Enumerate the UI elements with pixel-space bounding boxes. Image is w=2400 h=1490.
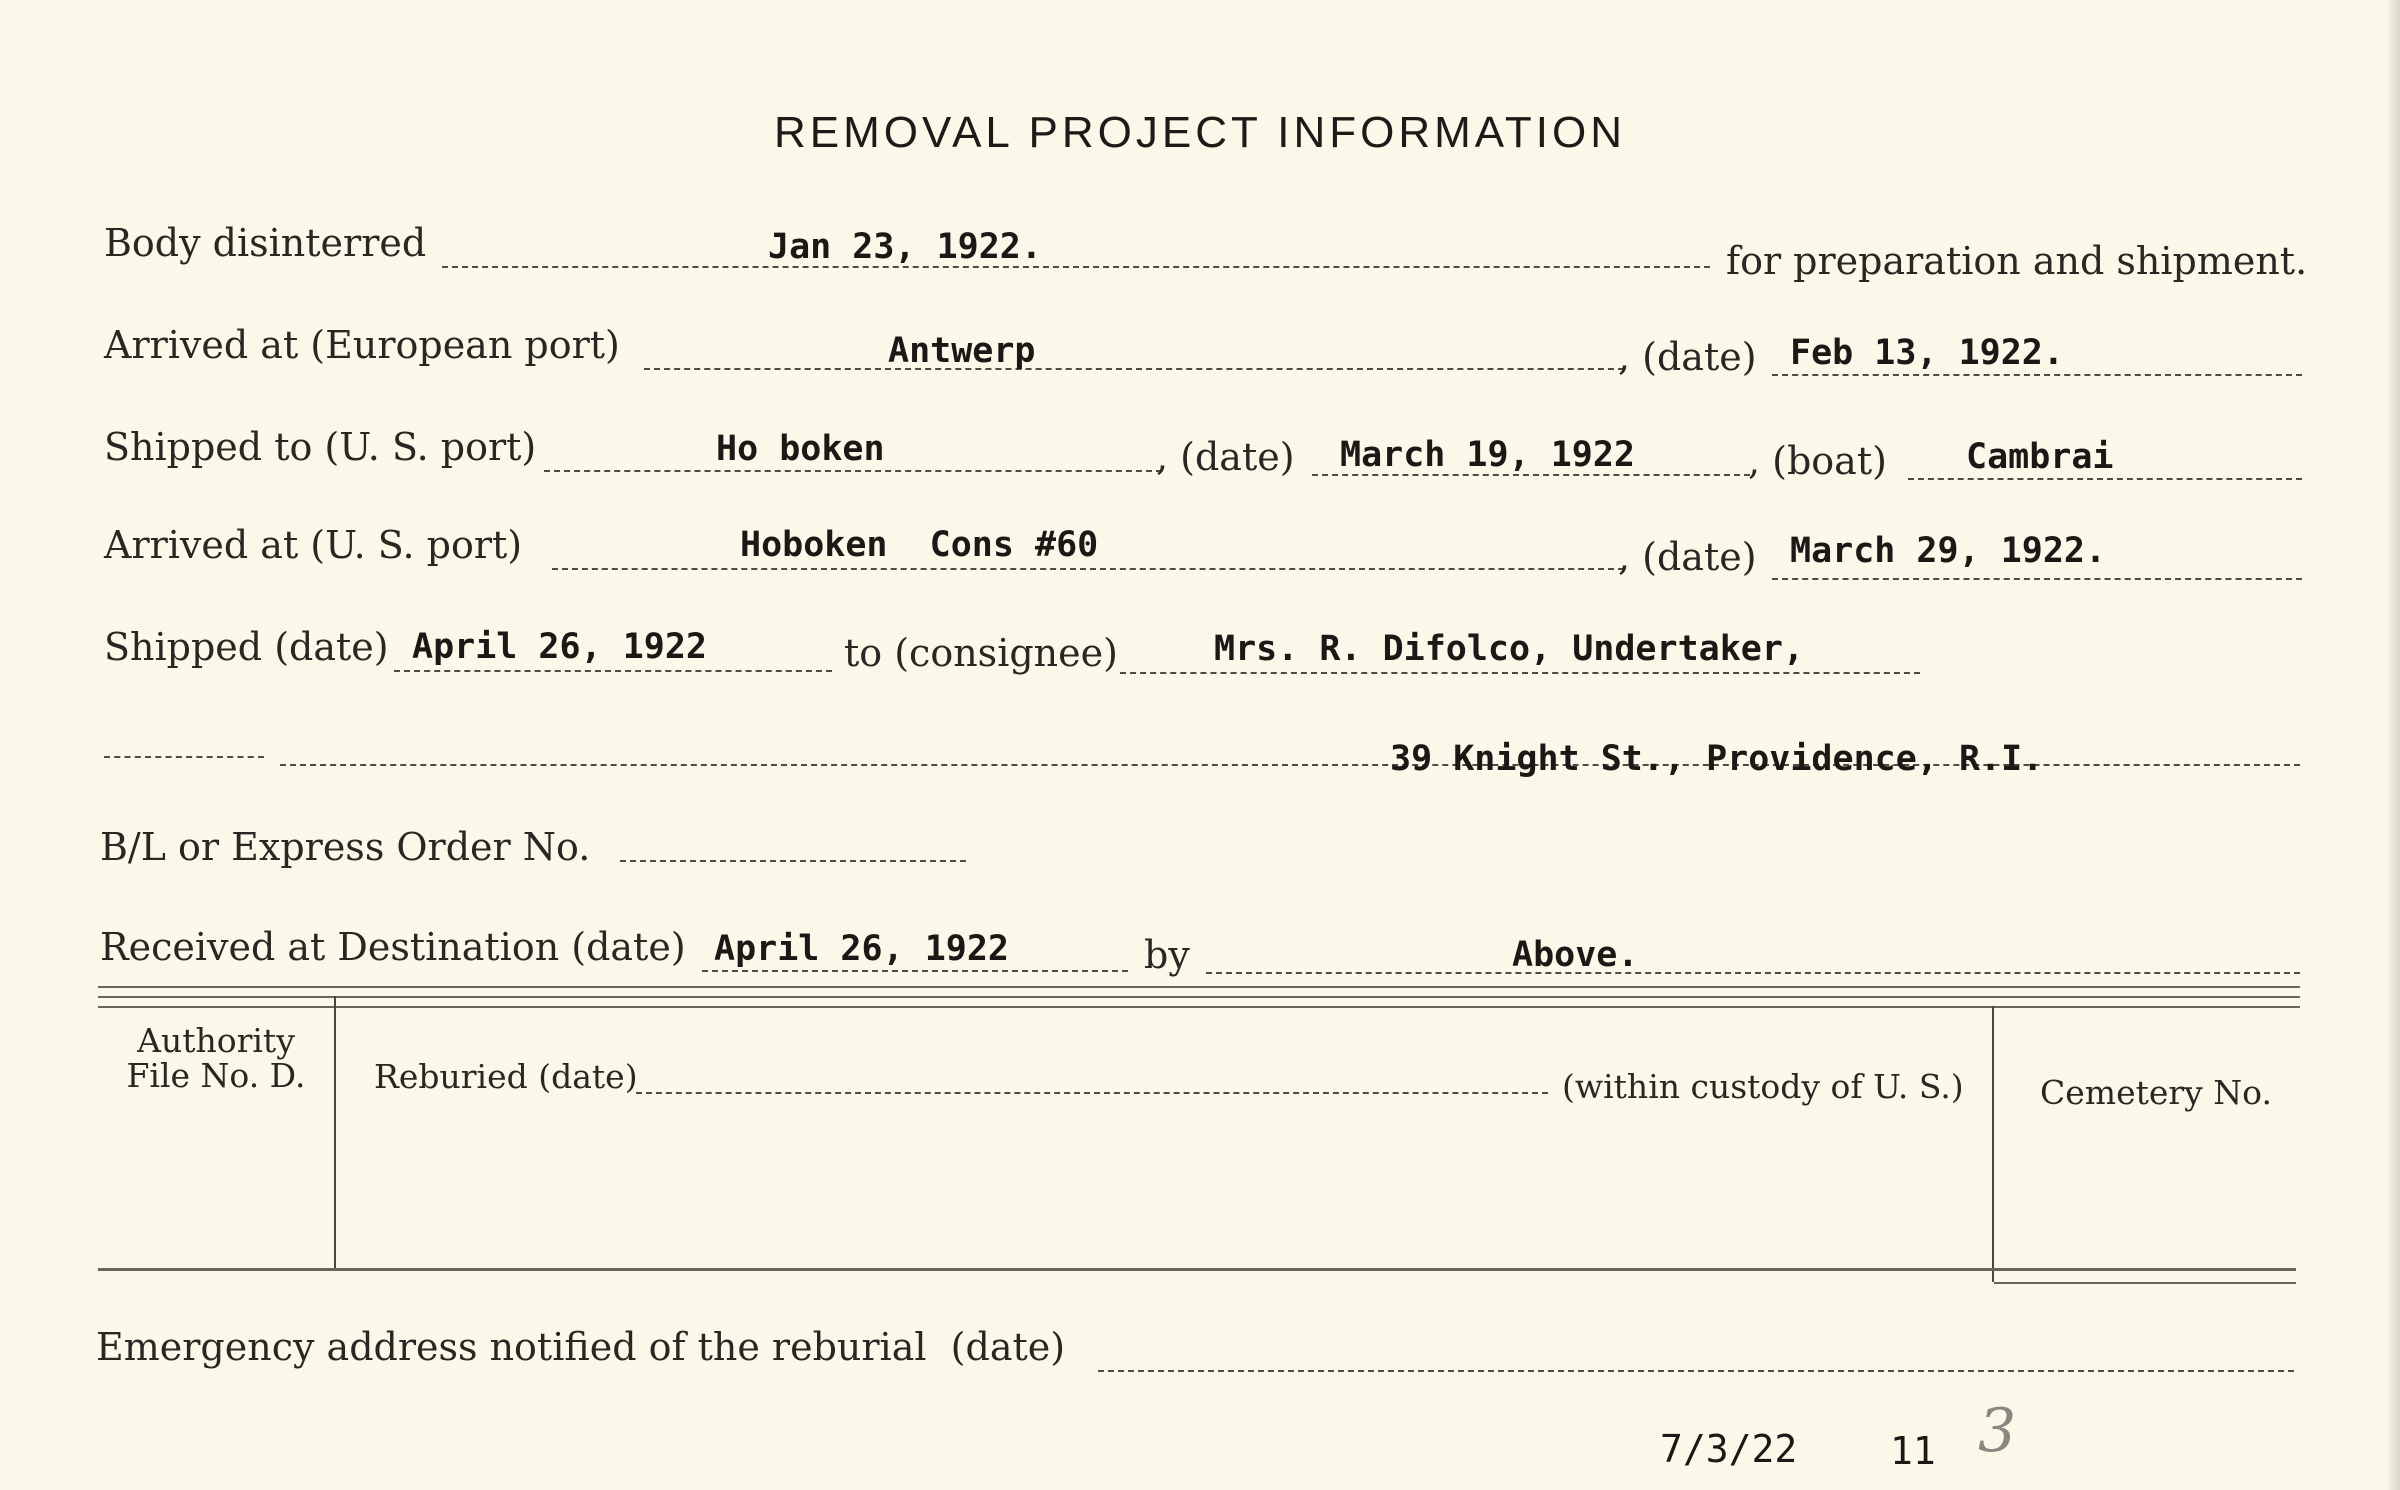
row-bl: [0, 824, 2400, 894]
european-port-date-line: [1772, 374, 2302, 376]
arrived-us-date: March 29, 1922.: [1790, 531, 2107, 571]
received-by-label: by: [1144, 933, 1190, 977]
received-date-line: [702, 970, 1128, 972]
arrived-us-date-label: , (date): [1618, 535, 1757, 579]
disinterred-line: [442, 266, 1710, 268]
arrived-us-label: Arrived at (U. S. port): [104, 523, 523, 567]
cemetery-label: Cemetery No.: [2040, 1073, 2272, 1112]
european-port-date: Feb 13, 1922.: [1790, 333, 2064, 373]
european-port-date-label: , (date): [1618, 335, 1757, 379]
consignee-value: Mrs. R. Difolco, Undertaker,: [1214, 629, 1805, 669]
received-label: Received at Destination (date): [100, 925, 686, 969]
table-bottom-rule: [98, 1268, 2296, 1271]
bl-label: B/L or Express Order No.: [100, 825, 591, 869]
arrived-us-value: Hoboken Cons #60: [740, 525, 1099, 565]
emergency-label: Emergency address notified of the reburial (date): [96, 1325, 1066, 1369]
row-disinterred: [0, 220, 2400, 290]
received-by-line: [1206, 972, 2300, 974]
consignee-label: to (consignee): [844, 631, 1118, 675]
shipped-us-date: March 19, 1922: [1340, 435, 1636, 475]
received-by: Above.: [1512, 935, 1639, 975]
shipped-date-value: April 26, 1922: [412, 627, 708, 667]
arrived-us-line: [552, 568, 1624, 570]
authority-label: Authority File No. D.: [126, 1021, 306, 1095]
received-date: April 26, 1922: [714, 929, 1010, 969]
reburied-line: [636, 1092, 1548, 1094]
shipped-us-date-label: , (date): [1156, 435, 1295, 479]
shipped-us-boat-label: , (boat): [1748, 439, 1887, 483]
disinterred-label: Body disinterred: [104, 221, 427, 265]
footer-stamp-date: 7/3/22: [1660, 1427, 1798, 1471]
table-divider-right: [1992, 1006, 1994, 1282]
row-arrived-us: [0, 522, 2400, 592]
shipped-date-label: Shipped (date): [104, 625, 389, 669]
arrived-us-date-line: [1772, 578, 2302, 580]
address-line-left: [104, 756, 264, 758]
bl-line: [620, 860, 966, 862]
row-shipped-us: [0, 424, 2400, 494]
footer-stamp-code: 11: [1890, 1429, 1936, 1473]
shipped-us-label: Shipped to (U. S. port): [104, 425, 537, 469]
reburied-label: Reburied (date): [374, 1057, 638, 1096]
table-top-rule: [98, 986, 2300, 988]
european-port-label: Arrived at (European port): [104, 323, 620, 367]
row-shipped-date: [0, 624, 2400, 694]
table-top-rule-3: [98, 1006, 2300, 1008]
shipped-us-value: Ho boken: [716, 429, 885, 469]
table-top-rule-2: [98, 996, 2300, 998]
table-bottom-rule-2: [1994, 1282, 2296, 1284]
footer-handwritten-mark: 3: [1978, 1396, 2017, 1466]
row-european-port: [0, 322, 2400, 392]
shipped-date-line: [394, 670, 832, 672]
disinterred-value: Jan 23, 1922.: [768, 227, 1042, 267]
european-port-value: Antwerp: [888, 331, 1036, 371]
shipped-us-boat: Cambrai: [1966, 437, 2114, 477]
row-address: [0, 730, 2400, 800]
row-received: [0, 924, 2400, 994]
card-title: REMOVAL PROJECT INFORMATION: [774, 108, 1626, 157]
shipped-us-line: [544, 470, 1162, 472]
address-value: 39 Knight St., Providence, R.I.: [1390, 739, 2044, 779]
emergency-line: [1098, 1370, 2294, 1372]
table-divider-left: [334, 996, 336, 1268]
shipped-us-boat-line: [1908, 478, 2302, 480]
consignee-line: [1120, 672, 1920, 674]
custody-label: (within custody of U. S.): [1562, 1067, 1964, 1106]
disinterred-suffix: for preparation and shipment.: [1726, 239, 2308, 283]
european-port-line: [644, 368, 1624, 370]
